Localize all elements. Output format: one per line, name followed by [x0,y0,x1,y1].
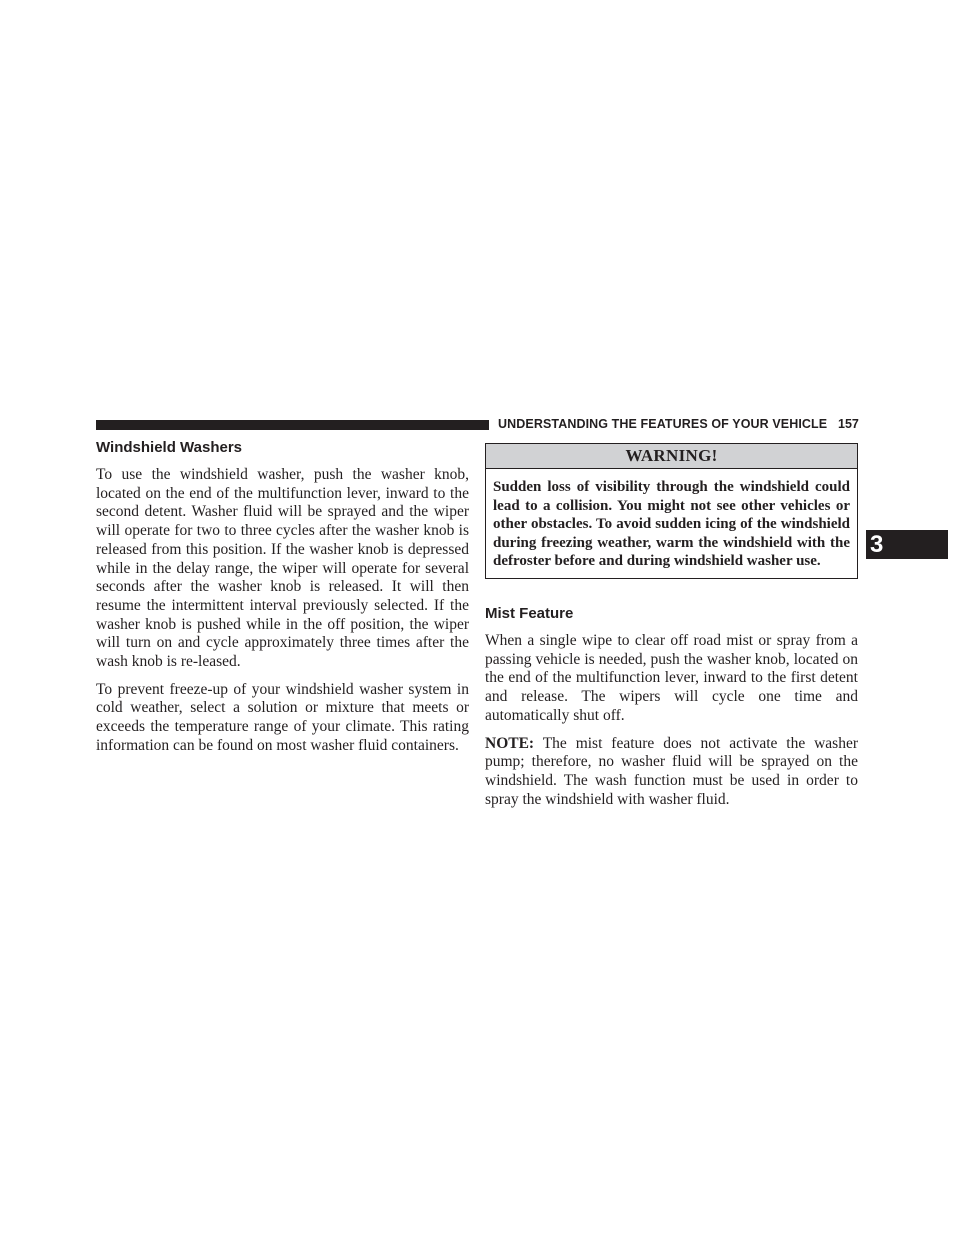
paragraph-freeze-prevention: To prevent freeze-up of your windshield washer system in cold weather, select a solution or mixture that meets or exceeds the temperature range of your climate. This rating information can be found on most washer fluid containers. [96,680,469,754]
section-heading-windshield-washers: Windshield Washers [96,439,243,456]
warning-title: WARNING! [486,444,857,469]
note-label: NOTE: [485,734,535,752]
left-column [96,438,469,765]
paragraph-washer-operation: To use the windshield washer, push the washer knob, located on the end of the multifunction lever, inward to the second detent. Washer fluid will be sprayed and the wiper will operate for two to three cycles after the washer knob is released from this position. If the washer knob is depressed while in the delay range, the wiper will operate for several seconds after the washer knob is released. It will then resume the intermittent interval previously selected. If the washer knob is pushed while in the off position, the wiper will turn on and cycle approximately three times after the wash knob is re-leased. [96,466,469,671]
section-heading-mist-feature: Mist Feature [485,605,574,622]
page-number: 157 [838,417,859,431]
warning-box [485,443,858,579]
warning-text: Sudden loss of visibility through the windshield could lead to a collision. You might not see other vehicles or other obstacles. To avoid sudden icing of the windshield during freezing weather, warm the windshield with the defroster before and during windshield washer use. [493,479,850,570]
right-column [485,604,858,818]
paragraph-mist-feature: When a single wipe to clear off road mist or spray from a passing vehicle is needed, push the washer knob, located on the end of the multifunction lever, inward to the first detent and release. The wipers will cycle one time and automatically shut off. [485,632,858,724]
header-rule [96,420,489,430]
running-header: UNDERSTANDING THE FEATURES OF YOUR VEHICLE [498,417,828,431]
note-text: The mist feature does not activate the washer pump; therefore, no washer fluid will be sprayed on the windshield. The wash function must be used in order to spray the windshield with washer fluid. [485,734,858,808]
chapter-tab: 3 [866,530,948,559]
note-paragraph [485,735,858,810]
